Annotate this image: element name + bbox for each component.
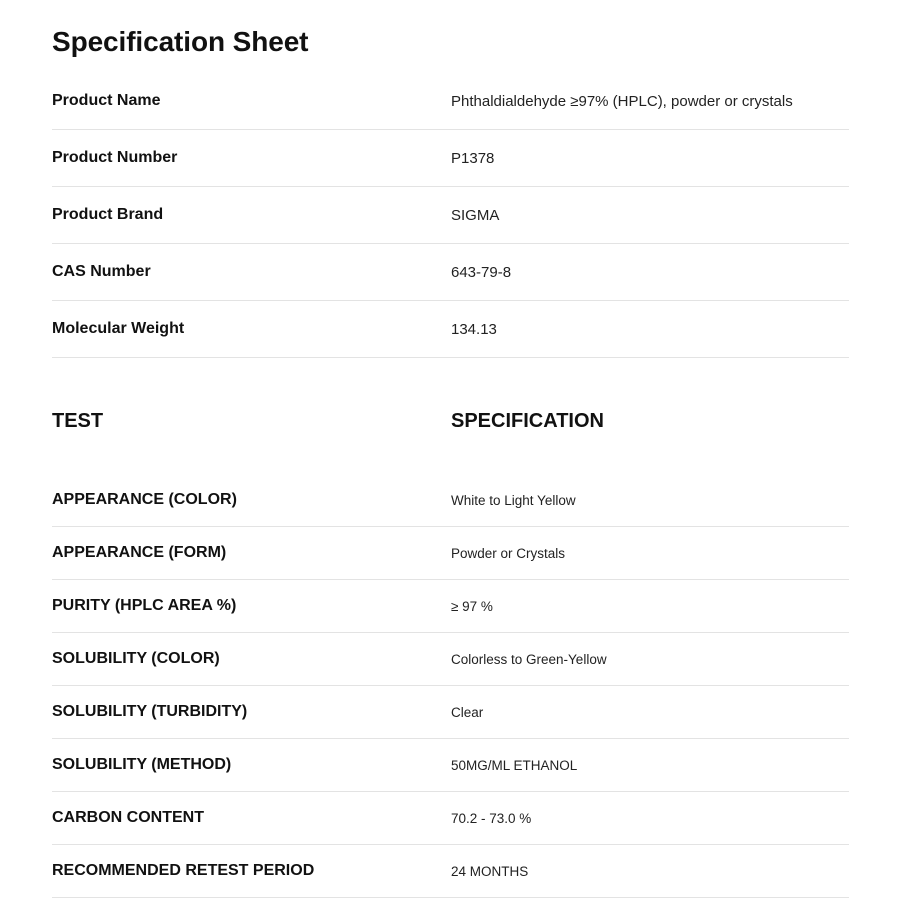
spec-test: PURITY (HPLC AREA %) bbox=[52, 597, 237, 614]
info-row-product-number bbox=[52, 130, 849, 187]
spec-value: Colorless to Green-Yellow bbox=[451, 651, 607, 667]
spec-value: 24 MONTHS bbox=[451, 863, 529, 879]
info-label: Product Name bbox=[52, 92, 161, 109]
spec-table-header bbox=[52, 401, 849, 441]
info-row-product-name bbox=[52, 73, 849, 130]
spec-value: 70.2 - 73.0 % bbox=[451, 810, 532, 826]
info-row-molecular-weight bbox=[52, 301, 849, 358]
spec-test: APPEARANCE (COLOR) bbox=[52, 491, 237, 508]
info-label: Product Number bbox=[52, 149, 178, 166]
spec-value: Clear bbox=[451, 704, 484, 720]
spec-row bbox=[52, 845, 849, 898]
info-label: Product Brand bbox=[52, 206, 164, 223]
product-info-table bbox=[52, 73, 849, 358]
spec-row bbox=[52, 633, 849, 686]
info-value: SIGMA bbox=[451, 206, 500, 224]
spec-table bbox=[52, 474, 849, 898]
spec-row bbox=[52, 474, 849, 527]
spec-value: 50MG/ML ETHANOL bbox=[451, 757, 578, 773]
spec-test: RECOMMENDED RETEST PERIOD bbox=[52, 862, 315, 879]
spec-test: SOLUBILITY (TURBIDITY) bbox=[52, 703, 248, 720]
spec-test: SOLUBILITY (COLOR) bbox=[52, 650, 220, 667]
specification-sheet bbox=[52, 0, 849, 898]
spec-value: White to Light Yellow bbox=[451, 492, 576, 508]
spec-test: SOLUBILITY (METHOD) bbox=[52, 756, 232, 773]
spec-row bbox=[52, 739, 849, 792]
info-value: Phthaldialdehyde ≥97% (HPLC), powder or crystals bbox=[451, 92, 793, 110]
spec-row bbox=[52, 580, 849, 633]
spec-row bbox=[52, 527, 849, 580]
spec-value: Powder or Crystals bbox=[451, 545, 566, 561]
info-row-product-brand bbox=[52, 187, 849, 244]
spec-test: CARBON CONTENT bbox=[52, 809, 204, 826]
page-title: Specification Sheet bbox=[52, 26, 309, 57]
spec-value: ≥ 97 % bbox=[451, 598, 493, 614]
header-test: TEST bbox=[52, 409, 104, 432]
info-value: 134.13 bbox=[451, 320, 497, 338]
info-value: 643-79-8 bbox=[451, 263, 512, 281]
info-label: CAS Number bbox=[52, 263, 151, 280]
info-label: Molecular Weight bbox=[52, 320, 185, 337]
spec-row bbox=[52, 686, 849, 739]
spec-row bbox=[52, 792, 849, 845]
spec-test: APPEARANCE (FORM) bbox=[52, 544, 227, 561]
info-value: P1378 bbox=[451, 149, 495, 167]
info-row-cas-number bbox=[52, 244, 849, 301]
header-specification: SPECIFICATION bbox=[451, 409, 604, 432]
